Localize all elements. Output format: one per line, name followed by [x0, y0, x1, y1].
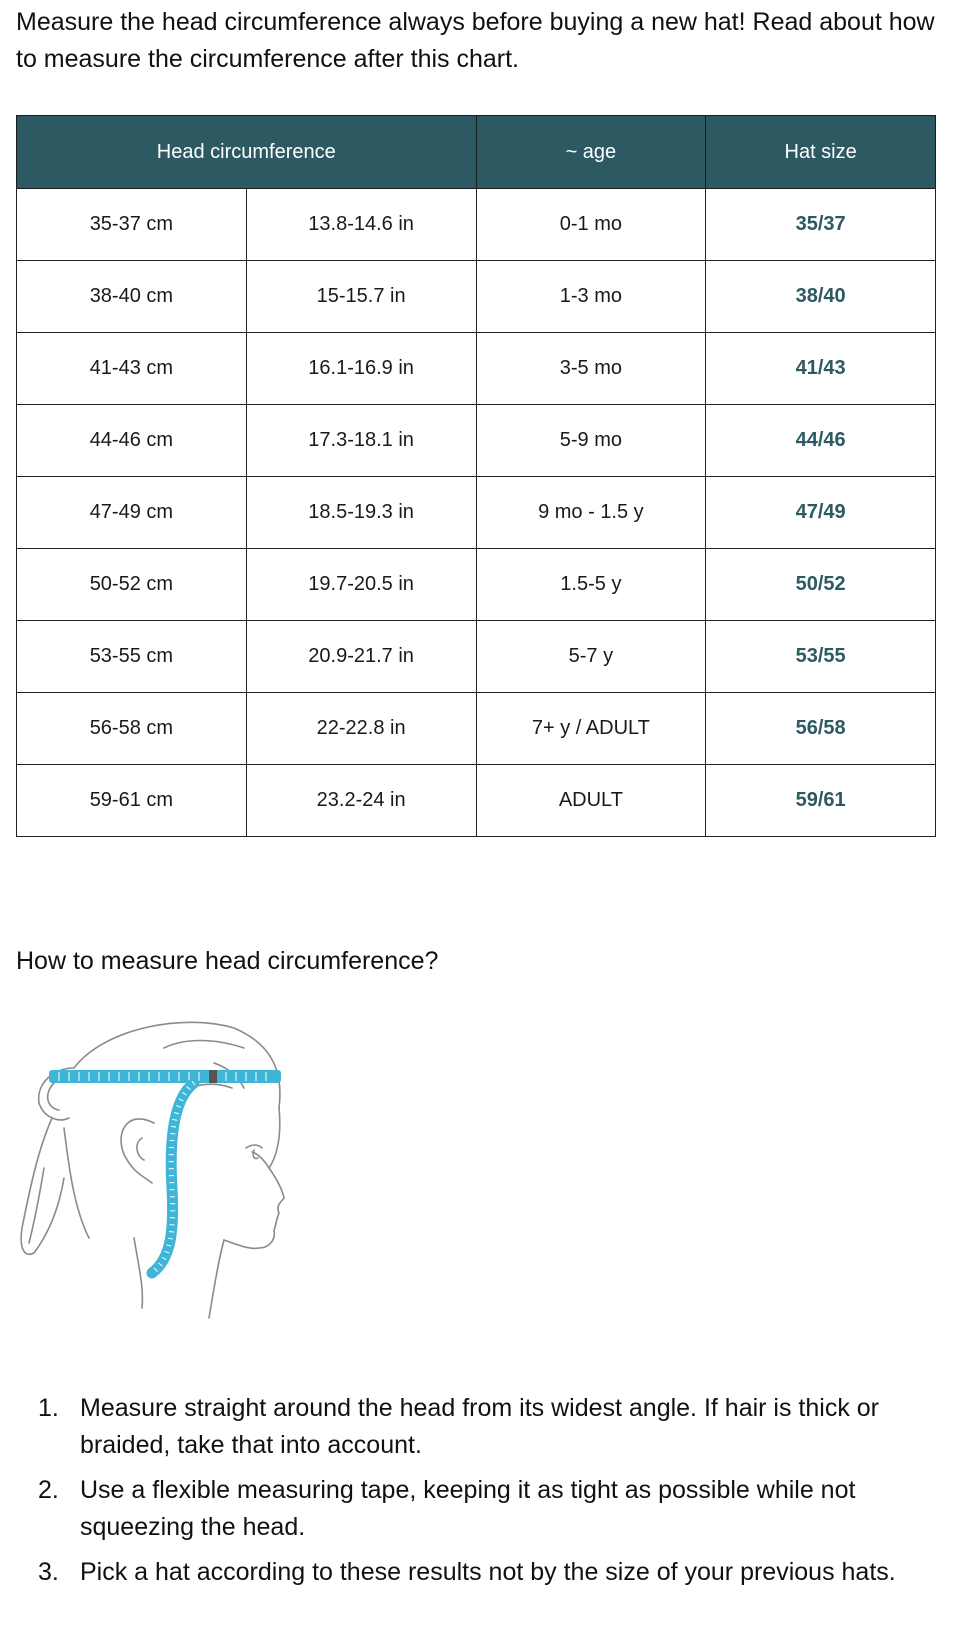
cell-age: 0-1 mo	[476, 189, 706, 261]
cell-cm: 53-55 cm	[17, 621, 247, 693]
cell-hat-size: 56/58	[706, 693, 936, 765]
hat-size-table	[16, 115, 936, 837]
cell-age: 1-3 mo	[476, 261, 706, 333]
cell-age: 5-9 mo	[476, 405, 706, 477]
step-text: Use a flexible measuring tape, keeping it as tight as possible while not squeezing the head.	[80, 1476, 856, 1541]
cell-age: ADULT	[476, 765, 706, 837]
table-body	[17, 189, 936, 837]
cell-hat-size: 53/55	[706, 621, 936, 693]
step-number: 2.	[38, 1476, 59, 1504]
step-number: 1.	[38, 1394, 59, 1422]
table-row	[17, 333, 936, 405]
cell-inches: 20.9-21.7 in	[246, 621, 476, 693]
cell-hat-size: 38/40	[706, 261, 936, 333]
cell-inches: 22-22.8 in	[246, 693, 476, 765]
step-text: Pick a hat according to these results not by the size of your previous hats.	[80, 1558, 896, 1586]
header-head-circumference: Head circumference	[17, 116, 477, 189]
cell-hat-size: 47/49	[706, 477, 936, 549]
step-number: 3.	[38, 1558, 59, 1586]
cell-inches: 16.1-16.9 in	[246, 333, 476, 405]
cell-inches: 19.7-20.5 in	[246, 549, 476, 621]
cell-hat-size: 59/61	[706, 765, 936, 837]
table-row	[17, 405, 936, 477]
intro-text: Measure the head circumference always before buying a new hat! Read about how to measure the circumference after this chart.	[16, 8, 935, 73]
table-row	[17, 765, 936, 837]
cell-age: 7+ y / ADULT	[476, 693, 706, 765]
table-row	[17, 261, 936, 333]
cell-cm: 35-37 cm	[17, 189, 247, 261]
header-age: ~ age	[476, 116, 706, 189]
cell-hat-size: 41/43	[706, 333, 936, 405]
step-item	[38, 1554, 938, 1591]
cell-hat-size: 50/52	[706, 549, 936, 621]
cell-cm: 38-40 cm	[17, 261, 247, 333]
cell-cm: 44-46 cm	[17, 405, 247, 477]
cell-cm: 56-58 cm	[17, 693, 247, 765]
table-row	[17, 549, 936, 621]
cell-inches: 18.5-19.3 in	[246, 477, 476, 549]
table-header-row	[17, 116, 936, 189]
header-hat-size: Hat size	[706, 116, 936, 189]
how-to-measure-title: How to measure head circumference?	[16, 947, 439, 975]
cell-inches: 13.8-14.6 in	[246, 189, 476, 261]
cell-cm: 59-61 cm	[17, 765, 247, 837]
cell-age: 5-7 y	[476, 621, 706, 693]
cell-inches: 23.2-24 in	[246, 765, 476, 837]
table-row	[17, 189, 936, 261]
cell-cm: 41-43 cm	[17, 333, 247, 405]
cell-cm: 50-52 cm	[17, 549, 247, 621]
cell-hat-size: 44/46	[706, 405, 936, 477]
cell-inches: 17.3-18.1 in	[246, 405, 476, 477]
cell-age: 9 mo - 1.5 y	[476, 477, 706, 549]
cell-age: 1.5-5 y	[476, 549, 706, 621]
head-measuring-illustration	[14, 1008, 314, 1338]
cell-cm: 47-49 cm	[17, 477, 247, 549]
step-text: Measure straight around the head from its widest angle. If hair is thick or braided, take that into account.	[80, 1394, 879, 1459]
step-item	[38, 1472, 938, 1546]
table-row	[17, 621, 936, 693]
cell-hat-size: 35/37	[706, 189, 936, 261]
table-row	[17, 693, 936, 765]
step-item	[38, 1390, 938, 1464]
cell-age: 3-5 mo	[476, 333, 706, 405]
cell-inches: 15-15.7 in	[246, 261, 476, 333]
measuring-steps	[38, 1390, 938, 1599]
table-row	[17, 477, 936, 549]
